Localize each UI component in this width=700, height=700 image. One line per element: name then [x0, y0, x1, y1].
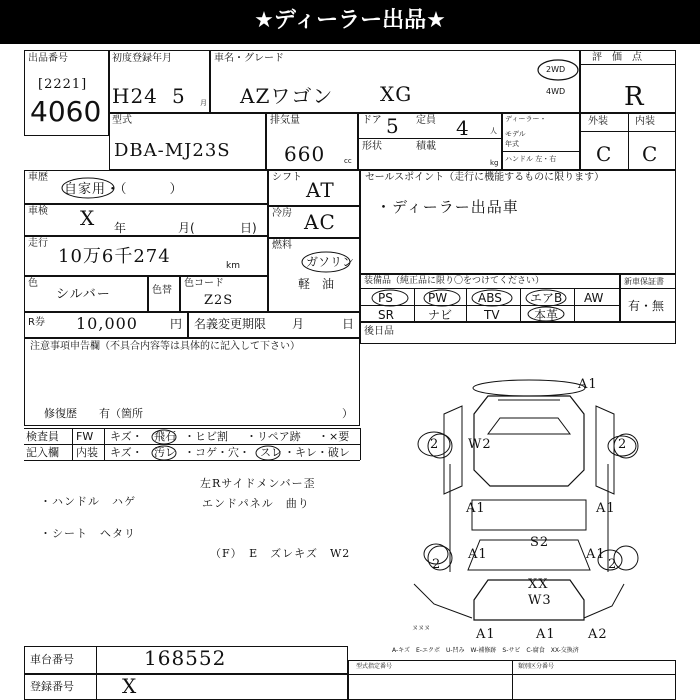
entry-wear: スレ [260, 446, 282, 459]
diagram-bottom-a2: A2 [588, 627, 608, 642]
equip-abs: ABS [478, 291, 502, 305]
capacity-label: 定員 [416, 115, 436, 126]
inspector-scratch: キズ・ [110, 430, 143, 443]
post-date-label: 後日品 [364, 326, 394, 337]
diagram-right-2-lower: 2 [608, 557, 618, 572]
diagram-rear-xx: XX [528, 577, 549, 592]
inspection-day: 日) [240, 221, 257, 235]
inspection-value: X [80, 206, 96, 230]
doors-label: ドア [362, 115, 382, 126]
diagram-bottom-a1-mid: A1 [536, 627, 556, 642]
warranty-label: 新車保証書 [624, 277, 664, 286]
recycle-label: R券 [28, 317, 45, 328]
diagram-w3: W3 [528, 593, 552, 608]
displacement-unit: cc [344, 157, 352, 165]
ac-value: AC [304, 210, 336, 234]
diagram-bottom-a1-left: A1 [476, 627, 496, 642]
fuel-circle-icon [298, 248, 354, 276]
dealer-year-label: 年式 [505, 140, 519, 148]
note-line-4: エンドパネル 曲り [202, 497, 310, 510]
equip-sr: SR [378, 308, 394, 322]
equip-tv: TV [484, 308, 500, 322]
drive-2wd: 2WD [546, 65, 566, 74]
recycle-unit: 円 [170, 317, 183, 331]
color-label: 色 [28, 278, 38, 289]
recycle-value: 10,000 [76, 314, 138, 333]
inspector-need: ・×要 [318, 430, 350, 443]
model-value: DBA-MJ23S [114, 140, 231, 161]
drive-circle-icon [536, 58, 580, 82]
class-no-label: 類別区分番号 [518, 663, 555, 670]
load-label: 積載 [416, 141, 436, 152]
diagram-left-2-lower: 2 [432, 557, 442, 572]
diagram-left-2: 2 [430, 437, 440, 452]
inspector-circles-icon [150, 428, 340, 462]
mileage-unit: km [226, 261, 240, 271]
lot-code: [2221] [38, 77, 88, 92]
grade-score-value: R [624, 82, 645, 112]
lot-number: 4060 [30, 95, 102, 128]
registration-label: 登録番号 [30, 680, 74, 693]
diagram-legend: A-キズ E-エクボ U-凹み W-補修跡 S-サビ C-腐食 XX-交換済 [392, 647, 579, 654]
warranty-value: 有・無 [628, 299, 665, 313]
grade-score-label: 評 価 点 [592, 52, 642, 63]
note-line-1: ・ハンドル ハゲ [40, 495, 136, 508]
shape-label: 形状 [362, 141, 382, 152]
color-code-value: Z2S [204, 293, 234, 308]
equip-navi: ナビ [428, 308, 453, 322]
equip-airbag: エアB [530, 291, 563, 305]
model-no-label: 型式指定番号 [356, 663, 393, 670]
doors-value: 5 [386, 114, 400, 138]
color-change-label: 色替 [152, 285, 172, 296]
inspection-box [24, 204, 268, 236]
mileage-label: 走行 [28, 238, 48, 249]
entry-burn-hole: ・コゲ・穴・ [184, 446, 250, 459]
name-change-month: 月 [292, 317, 305, 331]
capacity-value: 4 [456, 116, 470, 140]
dealer-model-label: モデル [505, 130, 526, 138]
diagram-s2: S2 [530, 535, 550, 550]
inspection-year: 年 [114, 221, 127, 235]
inspection-month: 月( [178, 221, 195, 235]
displacement-label: 排気量 [270, 115, 300, 126]
usage-value: 自家用・（ ） [64, 182, 184, 197]
notes-label: 注意事項申告欄（不具合内容等は具体的に記入して下さい） [30, 341, 300, 352]
car-grade-value: XG [380, 82, 413, 106]
shift-label: シフト [272, 172, 302, 183]
equip-pw: PW [428, 291, 448, 305]
fuel-gasoline: ガソリン [306, 255, 355, 269]
car-damage-diagram [360, 344, 676, 644]
equipment-circles-icon [366, 288, 616, 322]
inspector-crack: ・ヒビ割 [184, 430, 228, 443]
inspector-label: 検査員 [26, 430, 59, 443]
equip-leather: 本革 [534, 308, 559, 322]
inspector-fw: FW [76, 430, 94, 443]
model-label: 型式 [112, 115, 132, 126]
header-title: ★ディーラー出品★ [254, 8, 446, 33]
note-line-3: 左Rサイドメンバー歪 [200, 477, 316, 490]
inspector-chip: 飛石 [154, 430, 176, 443]
entry-label: 記入欄 [26, 446, 59, 459]
note-line-5: （F） E ズレキズ W2 [210, 547, 351, 560]
entry-dirt: 汚レ [154, 446, 176, 459]
name-change-day: 日 [342, 317, 355, 331]
post-date-box [360, 322, 676, 344]
load-unit: kg [490, 159, 499, 167]
entry-interior: 内装 [76, 446, 98, 459]
color-code-label: 色コード [184, 278, 224, 289]
car-name-label: 車名・グレード [214, 53, 284, 64]
diagram-bumper-note: ヌヌヌ [412, 625, 431, 632]
diagram-w2: W2 [468, 437, 492, 452]
car-name-value: AZワゴン [240, 84, 334, 108]
repair-close: ） [342, 407, 353, 420]
equip-aw: AW [584, 291, 604, 305]
entry-scratch: キズ・ [110, 446, 143, 459]
interior-label: 内装 [635, 116, 655, 127]
fuel-label: 燃料 [272, 240, 292, 251]
note-line-2: ・シート ヘタリ [40, 527, 136, 540]
diagram-left-a1-lower: A1 [468, 547, 488, 562]
inspector-repair: ・リペア跡 [246, 430, 301, 443]
inspection-label: 車検 [28, 206, 48, 217]
diagram-top-a1: A1 [578, 377, 598, 392]
sales-point-label: セールスポイント（走行に機能するものに限ります） [365, 172, 605, 183]
diagram-right-2: 2 [618, 437, 628, 452]
capacity-unit: 人 [490, 127, 497, 135]
exterior-value: C [596, 142, 613, 166]
diagram-right-a1-upper: A1 [596, 501, 616, 516]
usage-label: 車歴 [28, 172, 48, 183]
drive-4wd: 4WD [546, 87, 566, 96]
first-reg-label: 初度登録年月 [112, 53, 172, 64]
exterior-label: 外装 [588, 116, 608, 127]
equip-ps: PS [378, 291, 393, 305]
displacement-value: 660 [284, 142, 326, 166]
interior-value: C [642, 142, 659, 166]
chassis-label: 車台番号 [30, 653, 74, 666]
mileage-value: 10万6千274 [58, 246, 171, 267]
first-reg-year: H24 [112, 84, 158, 108]
registration-value: X [122, 674, 138, 698]
repair-history: 修復歴 有（箇所 [44, 407, 143, 420]
handle-label: ハンドル 左・右 [505, 155, 557, 163]
sales-point-box [360, 170, 676, 274]
first-reg-month: 5 [172, 84, 186, 108]
usage-circle-icon [58, 176, 122, 200]
entry-cut-tear: ・キレ・破レ [284, 446, 350, 459]
shift-value: AT [306, 178, 335, 202]
ac-label: 冷房 [272, 208, 292, 219]
sales-point-text: ・ディーラー出品車 [376, 198, 519, 216]
lot-label: 出品番号 [28, 53, 68, 64]
chassis-value: 168552 [144, 646, 227, 670]
diagram-left-a1-upper: A1 [466, 501, 486, 516]
diagram-right-a1-lower: A1 [586, 547, 606, 562]
name-change-label: 名義変更期限 [194, 317, 267, 331]
color-value: シルバー [56, 287, 111, 302]
fuel-diesel: 軽 油 [298, 277, 335, 291]
first-reg-month-unit: 月 [200, 99, 207, 107]
equipment-label: 装備品（純正品に限り〇をつけてください） [364, 276, 545, 286]
dealer-label: ディーラー・ [505, 115, 547, 123]
